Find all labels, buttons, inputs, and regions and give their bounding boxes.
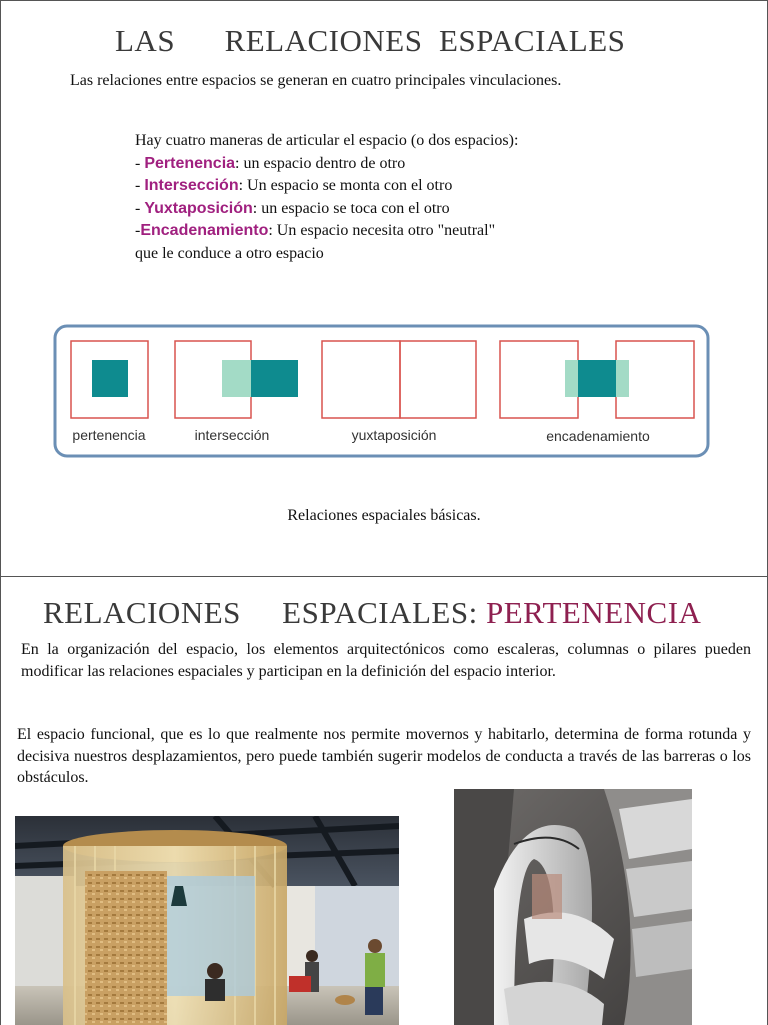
label-yuxtaposicion: yuxtaposición xyxy=(351,427,437,443)
slide-subtitle: Las relaciones entre espacios se generan en cuatro principales vinculaciones. xyxy=(70,72,562,89)
list-item-text: : Un espacio necesita otro "neutral" xyxy=(268,222,496,239)
list-item-text: : un espacio dentro de otro xyxy=(235,154,406,172)
encadenamiento-link-core xyxy=(578,360,616,397)
keyword-interseccion: Intersección xyxy=(144,177,239,194)
list-bullet: - xyxy=(135,199,145,217)
yuxtaposicion-space-a xyxy=(322,341,400,418)
list-bullet: - xyxy=(135,177,145,194)
interseccion-overlap xyxy=(251,360,298,397)
keyword-yuxtaposicion: Yuxtaposición xyxy=(144,199,253,217)
list-intro: Hay cuatro maneras de articular el espacio (o dos espacios): xyxy=(135,132,519,149)
keyword-encadenamiento: Encadenamiento xyxy=(140,222,269,239)
paragraph-2: El espacio funcional, que es lo que realmente nos permite movernos y habitarlo, determina de forma rotunda y decisiva nuestros desplazamientos, pero puede también sugerir modelos de conducta a través de las barreras o los obstáculos. xyxy=(17,726,751,786)
list-item-pertenencia xyxy=(135,153,518,176)
relations-list xyxy=(135,130,518,265)
slide-title xyxy=(43,595,701,631)
curved-staircase-photo xyxy=(454,789,692,1025)
slide-title: LAS RELACIONES ESPACIALES xyxy=(115,23,626,58)
list-bullet: - xyxy=(135,154,145,172)
label-encadenamiento: encadenamiento xyxy=(546,428,650,444)
diagram-caption: Relaciones espaciales básicas. xyxy=(287,507,481,524)
interseccion-light-area xyxy=(222,360,251,397)
title-main: RELACIONES ESPACIALES: xyxy=(43,595,486,630)
list-continuation: que le conduce a otro espacio xyxy=(135,244,324,262)
list-item-interseccion xyxy=(135,175,518,198)
list-item-text: : Un espacio se monta con el otro xyxy=(238,177,453,194)
label-pertenencia: pertenencia xyxy=(72,427,146,443)
spatial-relations-diagram xyxy=(51,321,713,463)
list-item-text: : un espacio se toca con el otro xyxy=(252,199,450,217)
list-item-encadenamiento xyxy=(135,220,518,243)
keyword-pertenencia: Pertenencia xyxy=(144,154,236,172)
interior-pod-photo xyxy=(15,816,399,1025)
label-interseccion: intersección xyxy=(194,427,270,443)
paragraph-1: En la organización del espacio, los elementos arquitectónicos como escaleras, columnas o pilares pueden modificar las relaciones espaciales y participan en la definición del espacio interior. xyxy=(21,641,751,680)
list-bullet: - xyxy=(135,222,141,239)
title-accent: PERTENENCIA xyxy=(485,595,702,630)
yuxtaposicion-space-b xyxy=(400,341,476,418)
pertenencia-inner-space xyxy=(92,360,128,397)
list-item-yuxtaposicion xyxy=(135,198,518,221)
slide-pertenencia xyxy=(0,576,768,1025)
